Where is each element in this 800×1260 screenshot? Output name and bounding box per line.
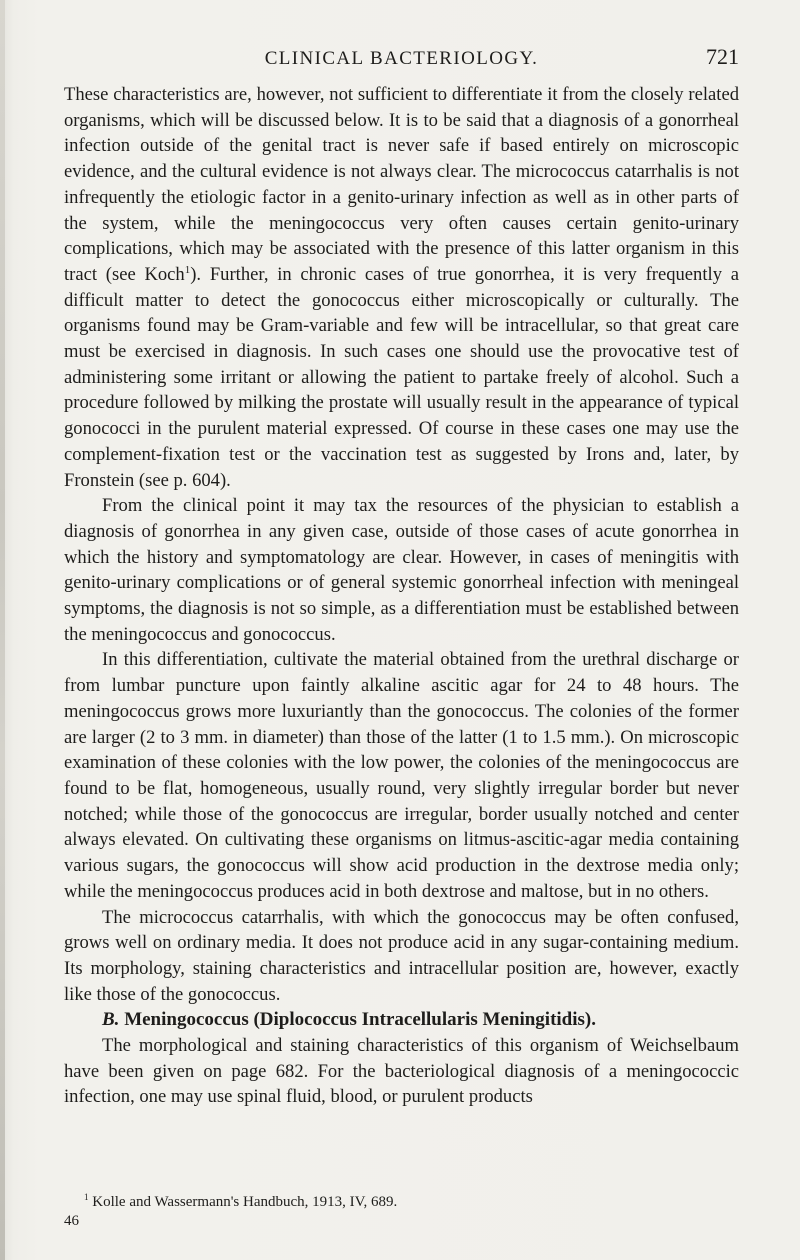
- paragraph-4: The micrococcus catarrhalis, with which the gonococcus may be often confused, grows well on ordinary media. It does not produce acid in any sugar-containing medium. Its morphology, staining characteristics and intracellular position are, however, exactly like those of the gonococcus.: [64, 906, 739, 1005]
- footnote: [84, 1193, 397, 1211]
- paragraph-5: The morphological and staining characteristics of this organism of Weichselbaum have been given on page 682. For the bacteriological diagnosis of a meningococcic infection, one may use spinal fluid, blood, or purulent products: [64, 1035, 739, 1108]
- page-header: [64, 44, 739, 74]
- footnote-ref: 1: [184, 263, 191, 276]
- paragraph-3: In this differentiation, cultivate the material obtained from the urethral discharge or from lumbar puncture upon faintly alkaline ascitic agar for 24 to 48 hours. The meningococcus grows more luxuriantly than the gonococcus. The colonies of the former are larger (2 to 3 mm. in diameter) than those of the latter (1 to 1.5 mm.). On microscopic examination of these colonies with the low power, the colonies of the meningococcus are found to be flat, homogeneous, usually round, very slightly irregular border but never notched; while those of the gonococcus are irregular, border usually notched and center always elevated. On cultivating these organisms on litmus-ascitic-agar media containing various sugars, the gonococcus will show acid production in the dextrose media only; while the meningococcus produces acid in both dextrose and maltose, but in no others.: [64, 649, 739, 902]
- paragraph-1: [64, 82, 739, 493]
- running-head: CLINICAL BACTERIOLOGY.: [264, 48, 539, 69]
- body-text: [64, 82, 739, 1110]
- page-gutter-shadow: [0, 0, 5, 1260]
- signature-mark: 46: [64, 1213, 79, 1229]
- paragraph-2: From the clinical point it may tax the resources of the physician to establish a diagnosis of gonorrhea in any given case, outside of those cases of acute gonorrhea in which the history and symptomatology are clear. However, in cases of meningitis with genito-urinary complications or of general systemic gonorrheal infection with meningeal symptoms, the diagnosis is not so simple, as a differentiation must be established between the meningococcus and gonococcus.: [64, 495, 739, 645]
- section-title: Meningococcus (Diplococcus Intracellularis Meningitidis).: [124, 1009, 596, 1031]
- paragraph-1-text-b: ). Further, in chronic cases of true gonorrhea, it is very frequently a difficult matter to detect the gonococcus either microscopically or culturally. The organisms found may be Gram-variable and few will be intracellular, so that great care must be exercised in diagnosis. In such cases one should use the provocative test of administering some irritant or allowing the patient to partake freely of alcohol. Such a procedure followed by milking the prostate will usually result in the appearance of typical gonococci in the purulent material expressed. Of course in these cases one may use the complement-fixation test or the vaccination test as suggested by Irons and, later, by Fronstein (see p. 604).: [64, 263, 739, 491]
- page-number: 721: [706, 44, 739, 69]
- section-heading: [64, 1007, 739, 1033]
- footnote-text: Kolle and Wassermann's Handbuch, 1913, IV, 689.: [92, 1194, 398, 1210]
- paragraph-1-text-a: These characteristics are, however, not sufficient to differentiate it from the closely related organisms, which will be discussed below. It is to be said that a diagnosis of a gonorrheal infection outside of the genital tract is never safe if based entirely on microscopic evidence, and the cultural evidence is not always clear. The micrococcus catarrhalis is not infrequently the etiologic factor in a genito-urinary infection as well as in other parts of the system, while the meningococcus very often causes certain genito-urinary complications, which may be associated with the presence of this latter organism in this tract (see Koch: [64, 84, 739, 285]
- footnote-marker: 1: [84, 1192, 89, 1202]
- section-letter: B.: [102, 1009, 120, 1031]
